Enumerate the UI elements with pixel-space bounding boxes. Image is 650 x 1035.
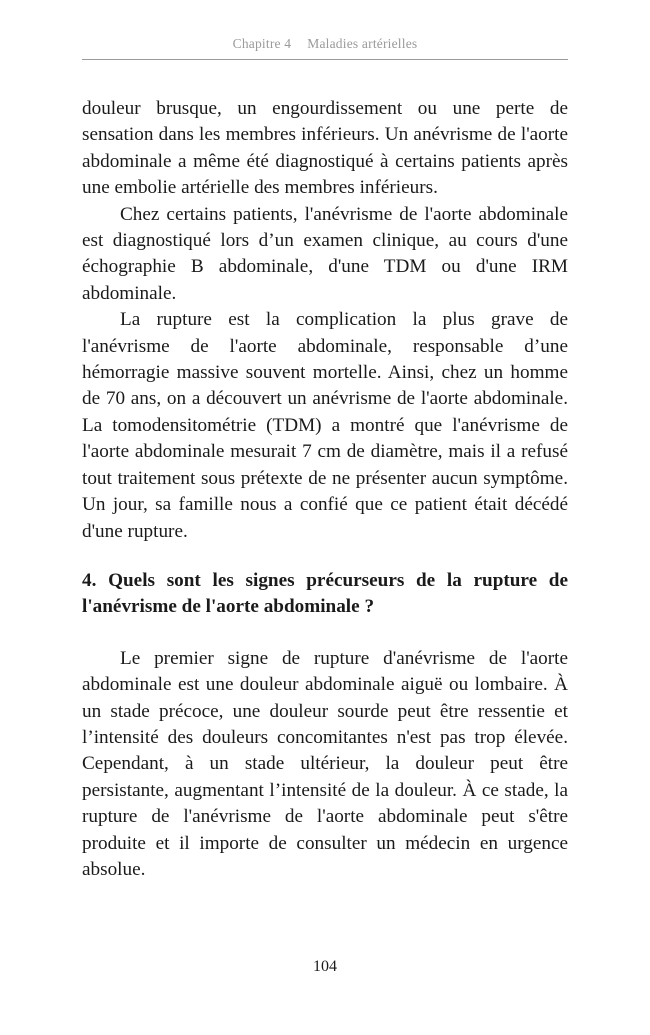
running-header [82,36,568,52]
paragraph-continuation: douleur brusque, un engourdissement ou une perte de sensation dans les membres inférieurs. Un anévrisme de l'aorte abdominale a même été diagnostiqué à certains patients après une embolie artérielle des membres inférieurs. [82,98,568,199]
paragraph-signs: Le premier signe de rupture d'anévrisme de l'aorte abdominale est une douleur abdominale aiguë ou lombaire. À un stade précoce, une douleur sourde peut être ressentie et l’intensité des douleurs concomitantes n'est pas trop élevée. Cependant, à un stade ultérieur, la douleur peut être persistante, augmentant l’intensité de la douleur. À ce stade, la rupture de l'anévrisme de l'aorte abdominale peut s'être produite et il importe de consulter un médecin en urgence absolue. [82,647,568,880]
header-rule [82,59,568,60]
chapter-title: Maladies artérielles [307,36,418,51]
paragraph-rupture: La rupture est la complication la plus grave de l'anévrisme de l'aorte abdominale, responsable d’une hémorragie massive souvent mortelle. Ainsi, chez un homme de 70 ans, on a découvert un anévrisme de l'aorte abdominale. La tomodensitométrie (TDM) a montré que l'anévrisme de l'aorte abdominale mesurait 7 cm de diamètre, mais il a refusé tout traitement sous prétexte de ne présenter aucun symptôme. Un jour, sa famille nous a confié que ce patient était décédé d'une rupture. [82,309,568,542]
paragraph-diagnosis: Chez certains patients, l'anévrisme de l'aorte abdominale est diagnostiqué lors d’un examen clinique, au cours d'une échographie B abdominale, d'une TDM ou d'une IRM abdominale. [82,203,568,304]
section-heading: 4. Quels sont les signes précurseurs de la rupture de l'anévrisme de l'aorte abdominale ? [82,569,568,618]
page-number: 104 [313,958,337,975]
page-body [82,96,568,883]
chapter-number: Chapitre 4 [232,36,292,51]
